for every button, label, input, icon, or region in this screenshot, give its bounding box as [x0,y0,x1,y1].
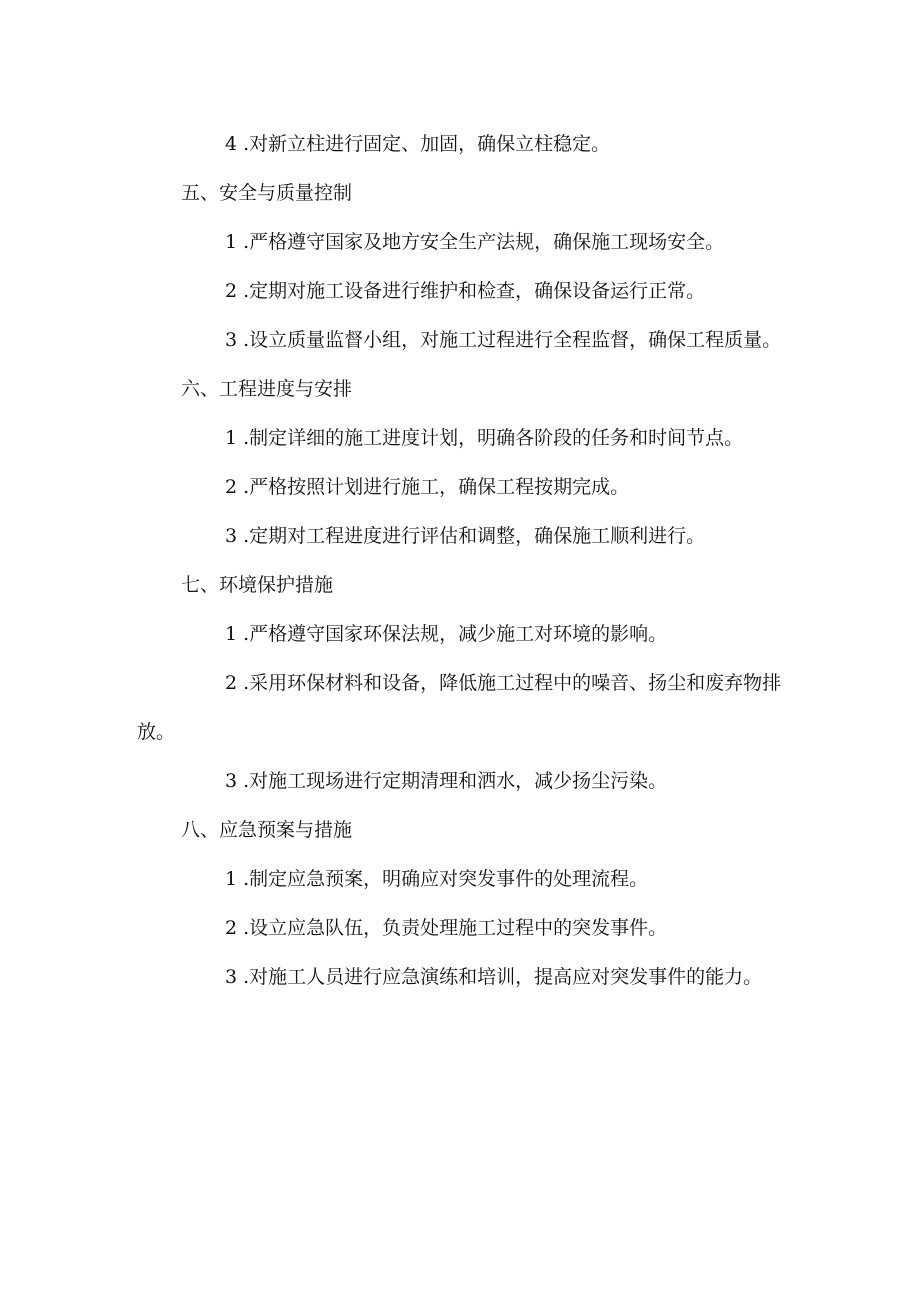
section-heading [137,365,787,414]
section-heading [137,169,787,218]
item-text: .对施工现场进行定期清理和洒水，减少扬尘污染。 [243,770,668,792]
list-item [137,414,787,463]
item-number: 3 [225,770,238,792]
item-text: .采用环保材料和设备，降低施工过程中的噪音、扬尘和废弃物排放。 [137,672,782,743]
heading-text: 八、应急预案与措施 [181,819,353,841]
list-item [137,757,787,806]
list-item [137,218,787,267]
heading-text: 六、工程进度与安排 [181,378,353,400]
item-text: .对施工人员进行应急演练和培训，提高应对突发事件的能力。 [243,966,763,988]
list-item [137,463,787,512]
section-heading [137,806,787,855]
item-number: 3 [225,525,238,547]
heading-text: 七、环境保护措施 [181,574,334,596]
item-text: .设立应急队伍，负责处理施工过程中的突发事件。 [243,917,668,939]
section-heading [137,561,787,610]
item-text: .严格遵守国家环保法规，减少施工对环境的影响。 [243,623,668,645]
item-number: 1 [225,623,238,645]
item-text: .制定详细的施工进度计划，明确各阶段的任务和时间节点。 [243,427,744,449]
item-number: 2 [225,917,238,939]
item-number: 4 [225,133,238,155]
item-number: 1 [225,231,238,253]
item-number: 3 [225,329,238,351]
heading-text: 五、安全与质量控制 [181,182,353,204]
item-text: .定期对施工设备进行维护和检查，确保设备运行正常。 [243,280,706,302]
item-number: 1 [225,868,238,890]
item-number: 2 [225,280,238,302]
item-text: .定期对工程进度进行评估和调整，确保施工顺利进行。 [243,525,706,547]
list-item [137,953,787,1002]
list-item [137,904,787,953]
item-number: 2 [225,672,238,694]
item-text: .严格遵守国家及地方安全生产法规，确保施工现场安全。 [243,231,725,253]
list-item [137,316,787,365]
item-number: 1 [225,427,238,449]
list-item [137,610,787,659]
item-text: .对新立柱进行固定、加固，确保立柱稳定。 [243,133,611,155]
list-item [137,855,787,904]
list-item [137,120,787,169]
item-number: 2 [225,476,238,498]
document-body [137,120,787,1002]
list-item [137,659,787,757]
item-text: .严格按照计划进行施工，确保工程按期完成。 [243,476,630,498]
item-number: 3 [225,966,238,988]
item-text: .制定应急预案，明确应对突发事件的处理流程。 [243,868,649,890]
list-item [137,512,787,561]
item-text: .设立质量监督小组，对施工过程进行全程监督，确保工程质量。 [243,329,782,351]
list-item [137,267,787,316]
